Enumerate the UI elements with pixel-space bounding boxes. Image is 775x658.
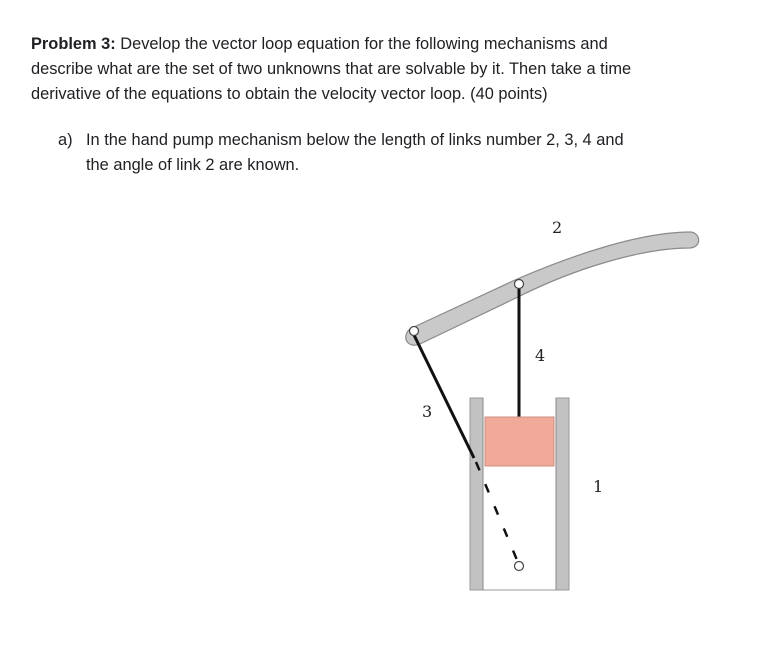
link2-handle bbox=[406, 232, 699, 345]
piston bbox=[485, 417, 554, 466]
cylinder-left-wall bbox=[470, 398, 483, 590]
problem-line-2: describe what are the set of two unknowns that are solvable by it. Then take a time bbox=[31, 60, 632, 78]
link3-rod bbox=[414, 335, 474, 458]
problem-text-1: Develop the vector loop equation for the following mechanisms and bbox=[115, 35, 608, 53]
part-a-line-2: the angle of link 2 are known. bbox=[86, 156, 300, 174]
part-a-marker: a) bbox=[58, 131, 73, 149]
problem-line-3: derivative of the equations to obtain the velocity vector loop. (40 points) bbox=[31, 85, 548, 103]
label-link1: 1 bbox=[593, 477, 604, 496]
label-link3: 3 bbox=[422, 402, 433, 421]
part-a-text-1: In the hand pump mechanism below the length of links number 2, 3, 4 and bbox=[86, 131, 624, 149]
pin-handle-end bbox=[410, 327, 419, 336]
pin-ground bbox=[515, 562, 524, 571]
problem-label: Problem 3: bbox=[31, 35, 116, 53]
label-link2: 2 bbox=[552, 218, 563, 237]
pin-rod-top bbox=[515, 280, 524, 289]
cylinder-right-wall bbox=[556, 398, 569, 590]
label-link4: 4 bbox=[535, 346, 546, 365]
